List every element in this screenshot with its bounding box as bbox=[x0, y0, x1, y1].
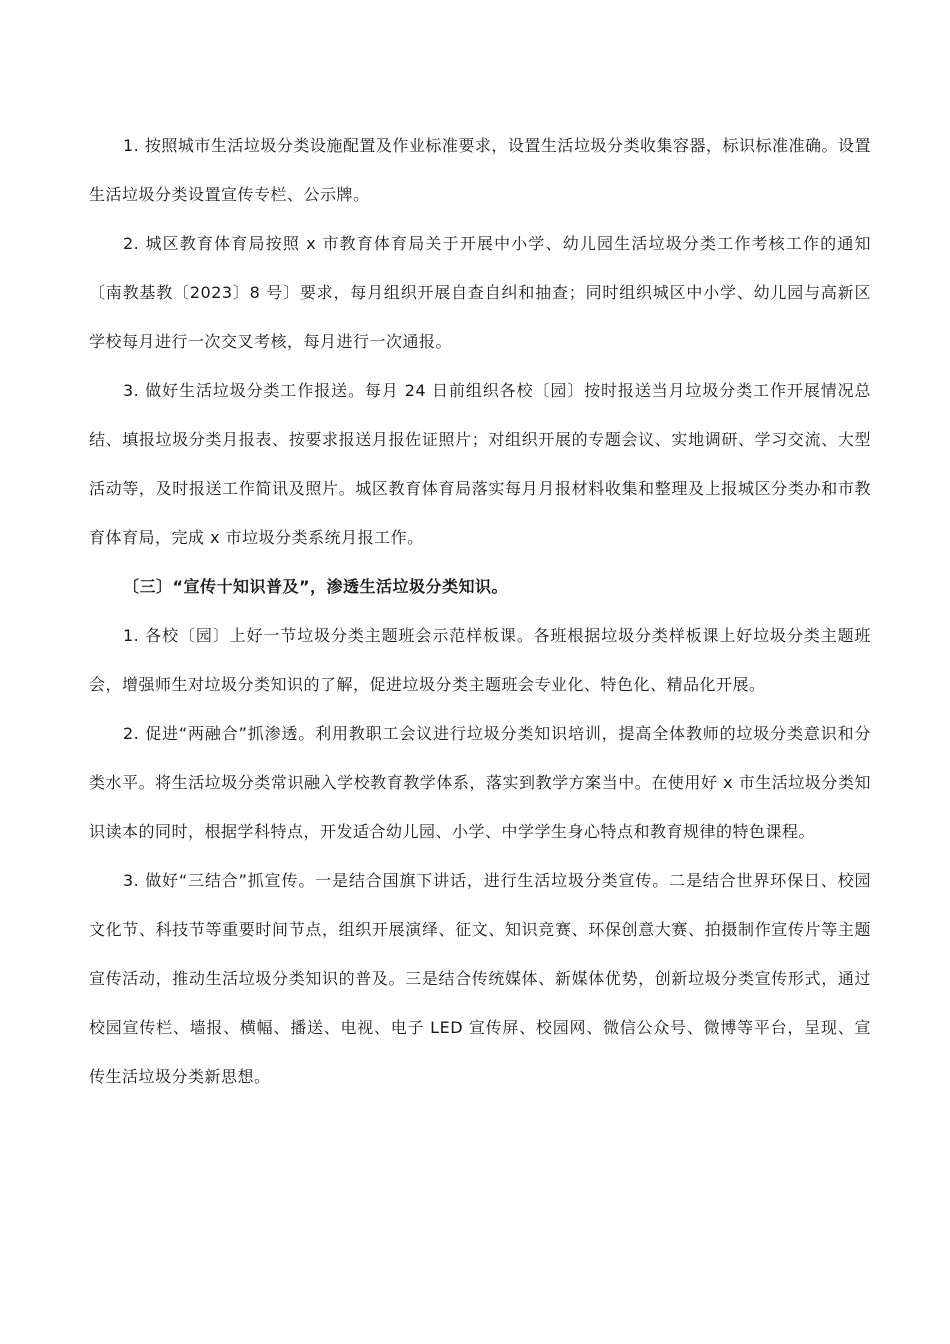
section-heading-publicity: 〔三〕“宣传十知识普及”，渗透生活垃圾分类知识。 bbox=[123, 577, 509, 596]
document-body bbox=[89, 121, 871, 1101]
paragraph-facilities: 1. 按照城市生活垃圾分类设施配置及作业标准要求，设置生活垃圾分类收集容器，标识标准准确。设置生活垃圾分类设置宣传专栏、公示牌。 bbox=[89, 136, 871, 204]
paragraph-reporting: 3. 做好生活垃圾分类工作报送。每月 24 日前组织各校〔园〕按时报送当月垃圾分类工作开展情况总结、填报垃圾分类月报表、按要求报送月报佐证照片；对组织开展的专题会议、实地调研、学习交流、大型活动等，及时报送工作简讯及照片。城区教育体育局落实每月月报材料收集和整理及上报城区分类办和市教育体育局，完成 x 市垃圾分类系统月报工作。 bbox=[89, 381, 871, 547]
paragraph-inspection: 2. 城区教育体育局按照 x 市教育体育局关于开展中小学、幼儿园生活垃圾分类工作考核工作的通知〔南教基教〔2023〕8 号〕要求，每月组织开展自查自纠和抽查；同时组织城区中小学、幼儿园与高新区学校每月进行一次交叉考核，每月进行一次通报。 bbox=[89, 234, 871, 351]
paragraph-three-combinations: 3. 做好“三结合”抓宣传。一是结合国旗下讲话，进行生活垃圾分类宣传。二是结合世界环保日、校园文化节、科技节等重要时间节点，组织开展演绎、征文、知识竞赛、环保创意大赛、拍摄制作宣传片等主题宣传活动，推动生活垃圾分类知识的普及。三是结合传统媒体、新媒体优势，创新垃圾分类宣传形式，通过校园宣传栏、墙报、横幅、播送、电视、电子 LED 宣传屏、校园网、微信公众号、微博等平台，呈现、宣传生活垃圾分类新思想。 bbox=[89, 871, 871, 1086]
paragraph-two-integrations: 2. 促进“两融合”抓渗透。利用教职工会议进行垃圾分类知识培训，提高全体教师的垃圾分类意识和分类水平。将生活垃圾分类常识融入学校教育教学体系，落实到教学方案当中。在使用好 x 市生活垃圾分类知识读本的同时，根据学科特点，开发适合幼儿园、小学、中学学生身心特点和教育规律的特色课程。 bbox=[89, 724, 871, 841]
paragraph-theme-class: 1. 各校〔园〕上好一节垃圾分类主题班会示范样板课。各班根据垃圾分类样板课上好垃圾分类主题班会，增强师生对垃圾分类知识的了解，促进垃圾分类主题班会专业化、特色化、精品化开展。 bbox=[89, 626, 871, 694]
